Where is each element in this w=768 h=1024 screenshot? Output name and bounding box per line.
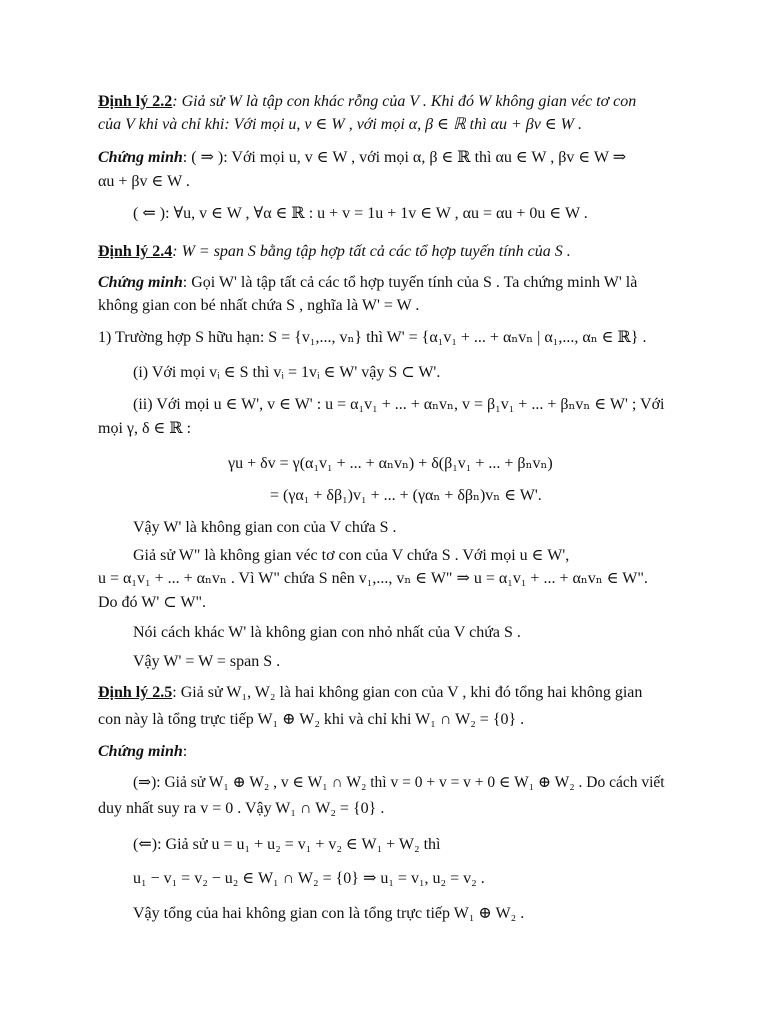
theorem-2-4-label: Định lý 2.4 bbox=[98, 243, 173, 260]
theorem-2-4-text: : W = span S bằng tập hợp tất cả các tổ hợp tuyến tính của S . bbox=[172, 243, 571, 260]
theorem-2-5-line1 bbox=[98, 682, 676, 704]
proof-2-4-case1: 1) Trường hợp S hữu hạn: S = {v₁,..., vₙ} thì W' = {α₁v₁ + ... + αₙvₙ | α₁,..., αₙ ∈ ℝ} . bbox=[98, 329, 647, 346]
proof-2-2-text: : ( ⇒ ): Với mọi u, v ∈ W , với mọi α, β ∈ ℝ thì αu ∈ W , βv ∈ W ⇒ bbox=[182, 149, 627, 166]
proof-2-2-line3: ( ⇐ ): ∀u, v ∈ W , ∀α ∈ ℝ : u + v = 1u + 1v ∈ W , αu = αu + 0u ∈ W . bbox=[133, 205, 588, 222]
proof-label: Chứng minh bbox=[98, 274, 183, 291]
proof-2-4-text: : Gọi W' là tập tất cả các tổ hợp tuyến tính của S . Ta chứng minh W' là bbox=[182, 274, 638, 291]
proof-2-4-other: Nói cách khác W' là không gian con nhỏ nhất của V chứa S . bbox=[133, 624, 521, 641]
proof-2-4-suppose-line1: Giả sử W" là không gian véc tơ con của V chứa S . Với mọi u ∈ W', bbox=[133, 547, 570, 564]
proof-2-5-fwd-line2: duy nhất suy ra v = 0 . Vậy W₁ ∩ W₂ = {0} . bbox=[98, 800, 385, 817]
proof-2-4-eq1: γu + δv = γ(α₁v₁ + ... + αₙvₙ) + δ(β₁v₁ + ... + βₙvₙ) bbox=[228, 455, 553, 472]
theorem-2-2-label: Định lý 2.2 bbox=[98, 93, 173, 110]
proof-2-4-ii-line1: (ii) Với mọi u ∈ W', v ∈ W' : u = α₁v₁ + ... + αₙvₙ, v = β₁v₁ + ... + βₙvₙ ∈ W' ; Với bbox=[133, 396, 665, 413]
proof-2-4-conclude1: Vậy W' là không gian con của V chứa S . bbox=[133, 519, 397, 536]
theorem-2-4-line1 bbox=[98, 241, 676, 263]
theorem-2-5-line2: con này là tổng trực tiếp W₁ ⊕ W₂ khi và chỉ khi W₁ ∩ W₂ = {0} . bbox=[98, 711, 525, 728]
proof-2-5-bwd-line1: (⇐): Giả sử u = u₁ + u₂ = v₁ + v₂ ∈ W₁ + W₂ thì bbox=[133, 836, 441, 853]
proof-2-5-heading bbox=[98, 741, 676, 763]
proof-2-4-eq2: = (γα₁ + δβ₁)v₁ + ... + (γαₙ + δβₙ)vₙ ∈ W'. bbox=[270, 487, 542, 504]
theorem-2-5-label: Định lý 2.5 bbox=[98, 684, 173, 701]
proof-label: Chứng minh bbox=[98, 149, 183, 166]
theorem-2-5-text: : Giả sử W₁, W₂ là hai không gian con của V , khi đó tổng hai không gian bbox=[172, 684, 643, 701]
theorem-2-2-line2: của V khi và chỉ khi: Với mọi u, v ∈ W , với mọi α, β ∈ ℝ thì αu + βv ∈ W . bbox=[98, 116, 582, 133]
proof-2-5-colon: : bbox=[182, 743, 188, 760]
proof-2-5-bwd-line2: u₁ − v₁ = v₂ − u₂ ∈ W₁ ∩ W₂ = {0} ⇒ u₁ = v₁, u₂ = v₂ . bbox=[133, 870, 485, 887]
proof-2-5-fwd-line1: (⇒): Giả sử W₁ ⊕ W₂ , v ∈ W₁ ∩ W₂ thì v = 0 + v = v + 0 ∈ W₁ ⊕ W₂ . Do cách viết bbox=[133, 774, 665, 791]
proof-2-2-line2: αu + βv ∈ W . bbox=[98, 173, 190, 190]
theorem-2-2-line1 bbox=[98, 91, 676, 113]
proof-2-4-final: Vậy W' = W = span S . bbox=[133, 653, 281, 670]
proof-label: Chứng minh bbox=[98, 743, 183, 760]
proof-2-4-ii-line2: mọi γ, δ ∈ ℝ : bbox=[98, 420, 192, 437]
proof-2-2-line1 bbox=[98, 147, 676, 169]
proof-2-4-line1 bbox=[98, 272, 676, 294]
proof-2-4-line2: không gian con bé nhất chứa S , nghĩa là W' = W . bbox=[98, 297, 420, 314]
proof-2-4-suppose-line2: u = α₁v₁ + ... + αₙvₙ . Vì W" chứa S nên v₁,..., vₙ ∈ W" ⇒ u = α₁v₁ + ... + αₙvₙ ∈ W". bbox=[98, 570, 648, 587]
proof-2-4-i: (i) Với mọi vᵢ ∈ S thì vᵢ = 1vᵢ ∈ W' vậy S ⊂ W'. bbox=[133, 364, 441, 381]
proof-2-5-conclude: Vậy tổng của hai không gian con là tổng trực tiếp W₁ ⊕ W₂ . bbox=[133, 905, 525, 922]
proof-2-4-suppose-line3: Do đó W' ⊂ W". bbox=[98, 594, 206, 611]
theorem-2-2-text: : Giả sử W là tập con khác rỗng của V . Khi đó W không gian véc tơ con bbox=[172, 93, 637, 110]
